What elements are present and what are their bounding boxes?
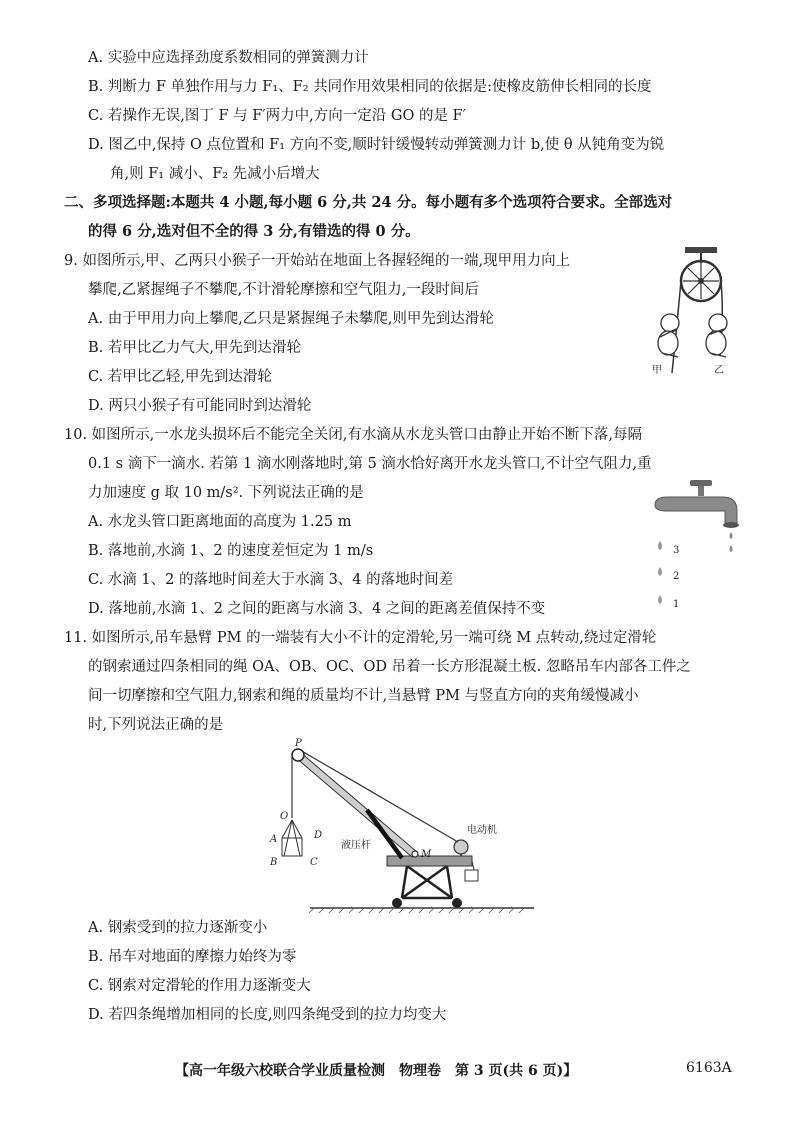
counterweight [465, 870, 478, 881]
q9-option-c: C. 若甲比乙轻,甲先到达滑轮 [88, 369, 272, 385]
q11-crane-figure [262, 738, 537, 913]
q10-option-b: B. 落地前,水滴 1、2 的速度差恒定为 1 m/s [88, 543, 374, 559]
crane-truss-base [402, 866, 452, 898]
q9-stem-line1: 9. 如图所示,甲、乙两只小猴子一开始站在地面上各握轻绳的一端,现甲用力向上 [64, 253, 571, 269]
page-footer: 【高一年级六校联合学业质量检测 物理卷 第 3 页(共 6 页)】 [175, 1063, 578, 1079]
label-m: M [421, 849, 432, 860]
paper-code: 6163A [686, 1060, 732, 1076]
faucet-body [655, 497, 737, 523]
q11-stem-line3: 间一切摩擦和空气阻力,钢索和绳的质量均不计,当悬臂 PM 与竖直方向的夹角缓慢减小 [88, 688, 639, 704]
label-a: A [270, 834, 278, 845]
section2-heading-line1: 二、多项选择题:本题共 4 小题,每小题 6 分,共 24 分。每小题有多个选项符合要求。全部选对 [64, 194, 673, 211]
wheel-left [392, 898, 402, 908]
drop-1-icon [658, 595, 662, 604]
label-d: D [314, 830, 323, 841]
fixed-pulley [292, 749, 304, 761]
q10-stem-line2: 0.1 s 滴下一滴水. 若第 1 滴水刚落地时,第 5 滴水恰好离开水龙头管口,不计空气阻力,重 [88, 456, 652, 472]
label-jia: 甲 [652, 365, 662, 376]
q10-faucet-figure [645, 475, 745, 615]
monkey-jia [658, 314, 679, 357]
q8-option-a: A. 实验中应选择劲度系数相同的弹簧测力计 [88, 50, 369, 66]
label-yi: 乙 [714, 365, 724, 376]
hydraulic-rod [367, 810, 402, 858]
drop-2-label: 2 [673, 571, 680, 582]
label-b: B [270, 857, 278, 868]
q8-option-d-line1: D. 图乙中,保持 O 点位置和 F₁ 方向不变,顺时针缓慢转动弹簧测力计 b,使 θ 从钝角变为锐 [88, 137, 665, 153]
pivot-m [412, 851, 418, 857]
q11-option-d: D. 若四条绳增加相同的长度,则四条绳受到的拉力均变大 [88, 1007, 447, 1023]
label-p: P [295, 738, 302, 749]
q8-option-d-line2: 角,则 F₁ 减小、F₂ 先减小后增大 [110, 166, 320, 182]
drop-2-icon [658, 567, 662, 576]
drop-3-icon [658, 541, 662, 550]
q10-stem-line1: 10. 如图所示,一水龙头损坏后不能完全关闭,有水滴从水龙头管口由静止开始不断下落,每隔 [64, 427, 642, 443]
q9-pulley-monkey-figure [640, 245, 750, 390]
motor-icon [454, 840, 468, 854]
q9-stem-line2: 攀爬,乙紧握绳子不攀爬,不计滑轮摩擦和空气阻力,一段时间后 [88, 282, 479, 298]
q9-option-d: D. 两只小猴子有可能同时到达滑轮 [88, 398, 312, 414]
q11-option-b: B. 吊车对地面的摩擦力始终为零 [88, 949, 297, 965]
q8-option-c: C. 若操作无误,图丁 F 与 F′两力中,方向一定沿 GO 的是 F′ [88, 108, 466, 124]
q9-option-a: A. 由于甲用力向上攀爬,乙只是紧握绳子未攀爬,则甲先到达滑轮 [88, 311, 494, 327]
q11-stem-line4: 时,下列说法正确的是 [88, 717, 224, 733]
label-c: C [310, 857, 318, 868]
q10-option-d: D. 落地前,水滴 1、2 之间的距离与水滴 3、4 之间的距离差值保持不变 [88, 601, 546, 617]
drop-5-icon [730, 532, 733, 539]
section2-heading-line2: 的得 6 分,选对但不全的得 3 分,有错选的得 0 分。 [88, 223, 420, 240]
q11-stem-line1: 11. 如图所示,吊车悬臂 PM 的一端装有大小不计的定滑轮,另一端可绕 M 点转动,绕过定滑轮 [64, 630, 657, 646]
q10-option-c: C. 水滴 1、2 的落地时间差大于水滴 3、4 的落地时间差 [88, 572, 454, 588]
drop-1-label: 1 [673, 599, 680, 610]
ceiling-mount [685, 247, 717, 253]
label-o: O [280, 811, 289, 822]
faucet-handle [690, 480, 712, 486]
q11-option-c: C. 钢索对定滑轮的作用力逐渐变大 [88, 978, 311, 994]
q8-option-b: B. 判断力 F 单独作用与力 F₁、F₂ 共同作用效果相同的依据是:使橡皮筋伸长相同的长度 [88, 79, 652, 95]
q11-stem-line2: 的钢索通过四条相同的绳 OA、OB、OC、OD 吊着一长方形混凝土板. 忽略吊车内部各工件之 [88, 659, 691, 675]
q9-option-b: B. 若甲比乙力气大,甲先到达滑轮 [88, 340, 301, 356]
drop-3-label: 3 [673, 545, 680, 556]
hydraulic-label: 液压杆 [341, 840, 371, 851]
q10-option-a: A. 水龙头管口距离地面的高度为 1.25 m [88, 514, 352, 530]
q11-option-a: A. 钢索受到的拉力逐渐变小 [88, 920, 268, 936]
wheel-right [452, 898, 462, 908]
monkey-yi [706, 314, 727, 357]
drop-4-icon [730, 545, 733, 552]
q10-stem-line3: 力加速度 g 取 10 m/s². 下列说法正确的是 [88, 485, 364, 501]
motor-label: 电动机 [467, 825, 497, 836]
